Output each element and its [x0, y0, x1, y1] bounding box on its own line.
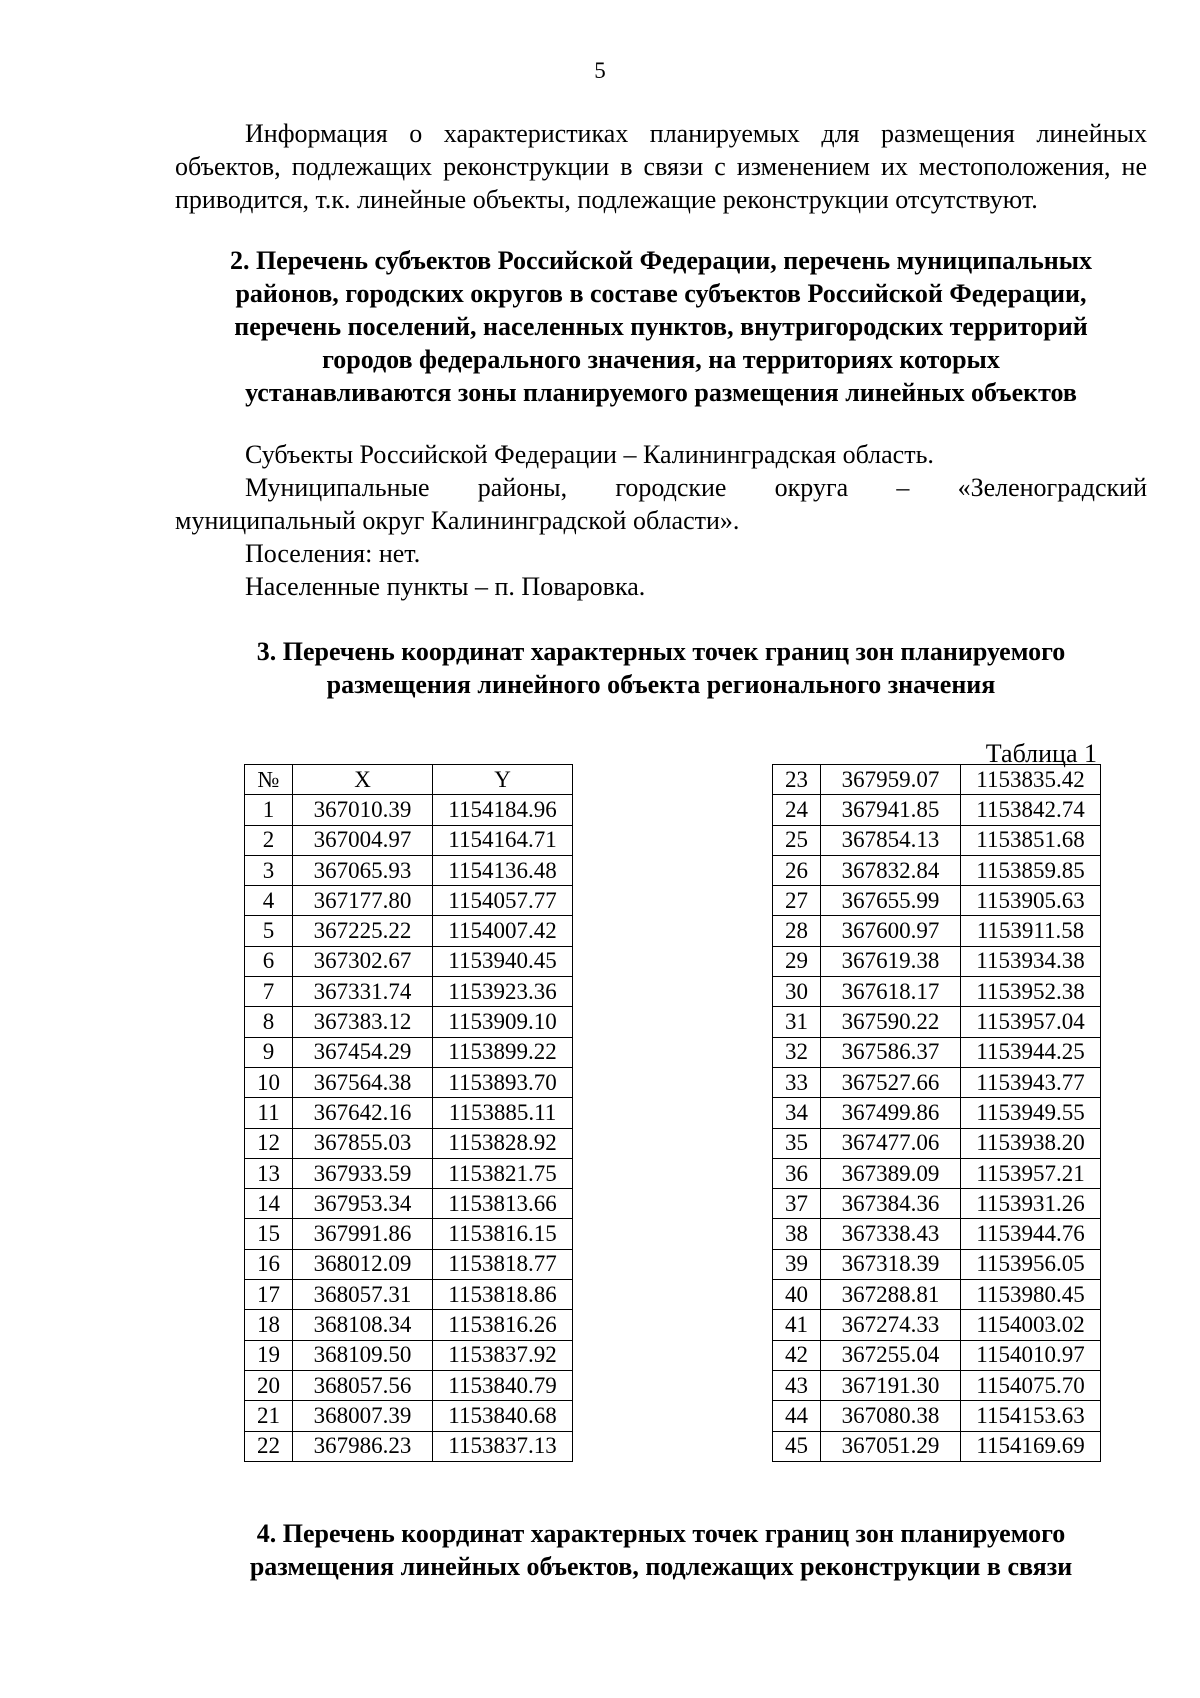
coord-y: 1154010.97 — [961, 1340, 1101, 1370]
point-number: 25 — [773, 825, 821, 855]
point-number: 4 — [245, 886, 293, 916]
table-row — [773, 977, 1101, 1007]
coord-x: 367065.93 — [293, 855, 433, 885]
point-number: 37 — [773, 1189, 821, 1219]
table-row — [245, 1098, 573, 1128]
coord-y: 1153944.25 — [961, 1037, 1101, 1067]
table-row — [773, 1310, 1101, 1340]
coord-y: 1153938.20 — [961, 1128, 1101, 1158]
point-number: 21 — [245, 1401, 293, 1431]
section4-heading-line: размещения линейных объектов, подлежащих реконструкции в связи — [249, 1552, 1073, 1581]
coord-y: 1153940.45 — [433, 946, 573, 976]
coord-x: 367832.84 — [821, 855, 961, 885]
coordinates-table-left — [244, 764, 573, 1462]
coord-x: 367384.36 — [821, 1189, 961, 1219]
table-row — [245, 1128, 573, 1158]
coord-y: 1153835.42 — [961, 765, 1101, 795]
coord-x: 367590.22 — [821, 1007, 961, 1037]
coord-y: 1153911.58 — [961, 916, 1101, 946]
coord-y: 1153943.77 — [961, 1067, 1101, 1097]
table-row — [245, 1189, 573, 1219]
localities-line: Населенные пункты – п. Поваровка. — [245, 572, 646, 601]
coord-x: 367177.80 — [293, 886, 433, 916]
coord-x: 367255.04 — [821, 1340, 961, 1370]
section2-heading-line: устанавливаются зоны планируемого размещения линейных объектов — [245, 378, 1077, 407]
coord-x: 367655.99 — [821, 886, 961, 916]
point-number: 13 — [245, 1158, 293, 1188]
table-row — [773, 825, 1101, 855]
table-row — [245, 795, 573, 825]
coord-x: 367564.38 — [293, 1067, 433, 1097]
point-number: 29 — [773, 946, 821, 976]
coord-y: 1153957.04 — [961, 1007, 1101, 1037]
coord-y: 1153816.26 — [433, 1310, 573, 1340]
coord-y: 1153949.55 — [961, 1098, 1101, 1128]
table-row — [773, 765, 1101, 795]
table-row — [773, 1158, 1101, 1188]
coord-x: 367318.39 — [821, 1249, 961, 1279]
municipal-line-2: муниципальный округ Калининградской области». — [175, 506, 740, 535]
coord-y: 1154184.96 — [433, 795, 573, 825]
coord-x: 367338.43 — [821, 1219, 961, 1249]
coord-x: 367527.66 — [821, 1067, 961, 1097]
point-number: 14 — [245, 1189, 293, 1219]
table-row — [245, 1310, 573, 1340]
coord-y: 1153859.85 — [961, 855, 1101, 885]
section2-heading-line: городов федерального значения, на территориях которых — [322, 345, 1000, 374]
coord-y: 1153840.68 — [433, 1401, 573, 1431]
coord-y: 1153837.92 — [433, 1340, 573, 1370]
coord-x: 367389.09 — [821, 1158, 961, 1188]
table-row — [773, 855, 1101, 885]
coord-x: 367933.59 — [293, 1158, 433, 1188]
point-number: 28 — [773, 916, 821, 946]
coord-y: 1153905.63 — [961, 886, 1101, 916]
coord-x: 367618.17 — [821, 977, 961, 1007]
table-row — [245, 977, 573, 1007]
table-row — [773, 1401, 1101, 1431]
point-number: 10 — [245, 1067, 293, 1097]
point-number: 45 — [773, 1431, 821, 1461]
coord-y: 1153813.66 — [433, 1189, 573, 1219]
table-row — [245, 946, 573, 976]
point-number: 33 — [773, 1067, 821, 1097]
coord-y: 1153851.68 — [961, 825, 1101, 855]
coord-x: 367854.13 — [821, 825, 961, 855]
point-number: 15 — [245, 1219, 293, 1249]
table-row — [773, 795, 1101, 825]
coord-x: 367274.33 — [821, 1310, 961, 1340]
table-row — [245, 916, 573, 946]
coord-x: 367477.06 — [821, 1128, 961, 1158]
coord-x: 367941.85 — [821, 795, 961, 825]
point-number: 30 — [773, 977, 821, 1007]
point-number: 44 — [773, 1401, 821, 1431]
table-row — [245, 886, 573, 916]
point-number: 40 — [773, 1280, 821, 1310]
intro-paragraph: Информация о характеристиках планируемых для размещения линейных объектов, подлежащих реконструкции в связи с изменением их местоположения, не приводится, т.к. линейные объекты, подлежащие реконструкции отсутствуют. — [175, 119, 1147, 214]
point-number: 6 — [245, 946, 293, 976]
table-row — [245, 1007, 573, 1037]
point-number: 1 — [245, 795, 293, 825]
point-number: 31 — [773, 1007, 821, 1037]
coord-x: 367586.37 — [821, 1037, 961, 1067]
coord-x: 368057.31 — [293, 1280, 433, 1310]
table-row — [773, 1128, 1101, 1158]
table-row — [245, 1431, 573, 1461]
coord-x: 367991.86 — [293, 1219, 433, 1249]
table-row — [773, 916, 1101, 946]
coord-y: 1154164.71 — [433, 825, 573, 855]
coord-x: 367953.34 — [293, 1189, 433, 1219]
coord-y: 1153885.11 — [433, 1098, 573, 1128]
coord-y: 1154075.70 — [961, 1370, 1101, 1400]
coord-y: 1153837.13 — [433, 1431, 573, 1461]
settlements-line: Поселения: нет. — [245, 539, 421, 568]
coord-y: 1153818.86 — [433, 1280, 573, 1310]
coord-x: 367600.97 — [821, 916, 961, 946]
coord-y: 1153816.15 — [433, 1219, 573, 1249]
table-row — [773, 1219, 1101, 1249]
coord-x: 367191.30 — [821, 1370, 961, 1400]
table-row — [773, 1007, 1101, 1037]
coord-x: 367642.16 — [293, 1098, 433, 1128]
coord-x: 367986.23 — [293, 1431, 433, 1461]
table-row — [245, 1067, 573, 1097]
point-number: 3 — [245, 855, 293, 885]
point-number: 42 — [773, 1340, 821, 1370]
table-row — [245, 1219, 573, 1249]
coord-y: 1153909.10 — [433, 1007, 573, 1037]
point-number: 24 — [773, 795, 821, 825]
coord-x: 368057.56 — [293, 1370, 433, 1400]
header-num: № — [245, 765, 293, 795]
coord-y: 1154169.69 — [961, 1431, 1101, 1461]
table-row — [773, 1098, 1101, 1128]
point-number: 34 — [773, 1098, 821, 1128]
coord-y: 1153821.75 — [433, 1158, 573, 1188]
coord-x: 367499.86 — [821, 1098, 961, 1128]
point-number: 27 — [773, 886, 821, 916]
table-row — [773, 1067, 1101, 1097]
point-number: 39 — [773, 1249, 821, 1279]
coord-y: 1153956.05 — [961, 1249, 1101, 1279]
coord-y: 1153931.26 — [961, 1189, 1101, 1219]
point-number: 23 — [773, 765, 821, 795]
table-row — [245, 825, 573, 855]
section2-heading-line: перечень поселений, населенных пунктов, внутригородских территорий — [234, 312, 1088, 341]
coord-x: 367959.07 — [821, 765, 961, 795]
point-number: 11 — [245, 1098, 293, 1128]
table-row — [245, 1401, 573, 1431]
subjects-line: Субъекты Российской Федерации – Калининградская область. — [245, 440, 934, 469]
section4-heading-line: 4. Перечень координат характерных точек границ зон планируемого — [256, 1519, 1066, 1548]
point-number: 16 — [245, 1249, 293, 1279]
coord-y: 1153957.21 — [961, 1158, 1101, 1188]
coord-x: 368007.39 — [293, 1401, 433, 1431]
coord-y: 1153934.38 — [961, 946, 1101, 976]
municipal-line-1: Муниципальные районы, городские округа – «Зеленоградский — [245, 473, 1147, 502]
coord-x: 367331.74 — [293, 977, 433, 1007]
table-row — [245, 1370, 573, 1400]
point-number: 2 — [245, 825, 293, 855]
point-number: 12 — [245, 1128, 293, 1158]
header-x: X — [293, 765, 433, 795]
table-row — [245, 1249, 573, 1279]
coord-y: 1154057.77 — [433, 886, 573, 916]
table-row — [773, 1189, 1101, 1219]
table-row — [773, 886, 1101, 916]
table-row — [245, 855, 573, 885]
page-number: 5 — [594, 58, 606, 83]
coord-y: 1153828.92 — [433, 1128, 573, 1158]
table-row — [773, 1037, 1101, 1067]
point-number: 43 — [773, 1370, 821, 1400]
coord-x: 367004.97 — [293, 825, 433, 855]
section3-heading-line: 3. Перечень координат характерных точек границ зон планируемого — [256, 637, 1066, 666]
coord-y: 1153980.45 — [961, 1280, 1101, 1310]
coord-y: 1154007.42 — [433, 916, 573, 946]
table-caption: Таблица 1 — [985, 739, 1097, 768]
coord-y: 1153923.36 — [433, 977, 573, 1007]
point-number: 22 — [245, 1431, 293, 1461]
coord-y: 1154153.63 — [961, 1401, 1101, 1431]
point-number: 32 — [773, 1037, 821, 1067]
point-number: 36 — [773, 1158, 821, 1188]
table-row — [773, 1431, 1101, 1461]
coord-x: 368109.50 — [293, 1340, 433, 1370]
coord-x: 367010.39 — [293, 795, 433, 825]
table-row — [773, 1370, 1101, 1400]
point-number: 18 — [245, 1310, 293, 1340]
point-number: 41 — [773, 1310, 821, 1340]
coord-x: 367051.29 — [821, 1431, 961, 1461]
coord-y: 1153842.74 — [961, 795, 1101, 825]
coord-y: 1153944.76 — [961, 1219, 1101, 1249]
coord-x: 367302.67 — [293, 946, 433, 976]
table-row — [773, 1249, 1101, 1279]
point-number: 7 — [245, 977, 293, 1007]
table-row — [773, 946, 1101, 976]
header-y: Y — [433, 765, 573, 795]
table-row — [245, 1158, 573, 1188]
point-number: 9 — [245, 1037, 293, 1067]
point-number: 38 — [773, 1219, 821, 1249]
coordinates-table-right — [772, 764, 1101, 1462]
coord-x: 367225.22 — [293, 916, 433, 946]
point-number: 17 — [245, 1280, 293, 1310]
coord-y: 1153952.38 — [961, 977, 1101, 1007]
table-row — [245, 1037, 573, 1067]
coord-x: 368108.34 — [293, 1310, 433, 1340]
point-number: 19 — [245, 1340, 293, 1370]
coord-x: 367619.38 — [821, 946, 961, 976]
coord-x: 367080.38 — [821, 1401, 961, 1431]
coord-y: 1153818.77 — [433, 1249, 573, 1279]
point-number: 26 — [773, 855, 821, 885]
coord-y: 1154136.48 — [433, 855, 573, 885]
coord-x: 368012.09 — [293, 1249, 433, 1279]
coord-y: 1153893.70 — [433, 1067, 573, 1097]
section2-heading-line: районов, городских округов в составе субъектов Российской Федерации, — [235, 279, 1087, 308]
point-number: 5 — [245, 916, 293, 946]
table-row — [773, 1340, 1101, 1370]
table-row — [773, 1280, 1101, 1310]
coord-x: 367454.29 — [293, 1037, 433, 1067]
point-number: 20 — [245, 1370, 293, 1400]
table-row — [245, 1340, 573, 1370]
point-number: 8 — [245, 1007, 293, 1037]
coord-x: 367855.03 — [293, 1128, 433, 1158]
coord-x: 367288.81 — [821, 1280, 961, 1310]
section2-heading-line: 2. Перечень субъектов Российской Федерации, перечень муниципальных — [229, 246, 1093, 275]
point-number: 35 — [773, 1128, 821, 1158]
coord-y: 1153899.22 — [433, 1037, 573, 1067]
coord-y: 1154003.02 — [961, 1310, 1101, 1340]
table-row — [245, 1280, 573, 1310]
section3-heading-line: размещения линейного объекта регионального значения — [326, 670, 996, 699]
coord-x: 367383.12 — [293, 1007, 433, 1037]
coord-y: 1153840.79 — [433, 1370, 573, 1400]
table-header-row — [245, 765, 573, 795]
